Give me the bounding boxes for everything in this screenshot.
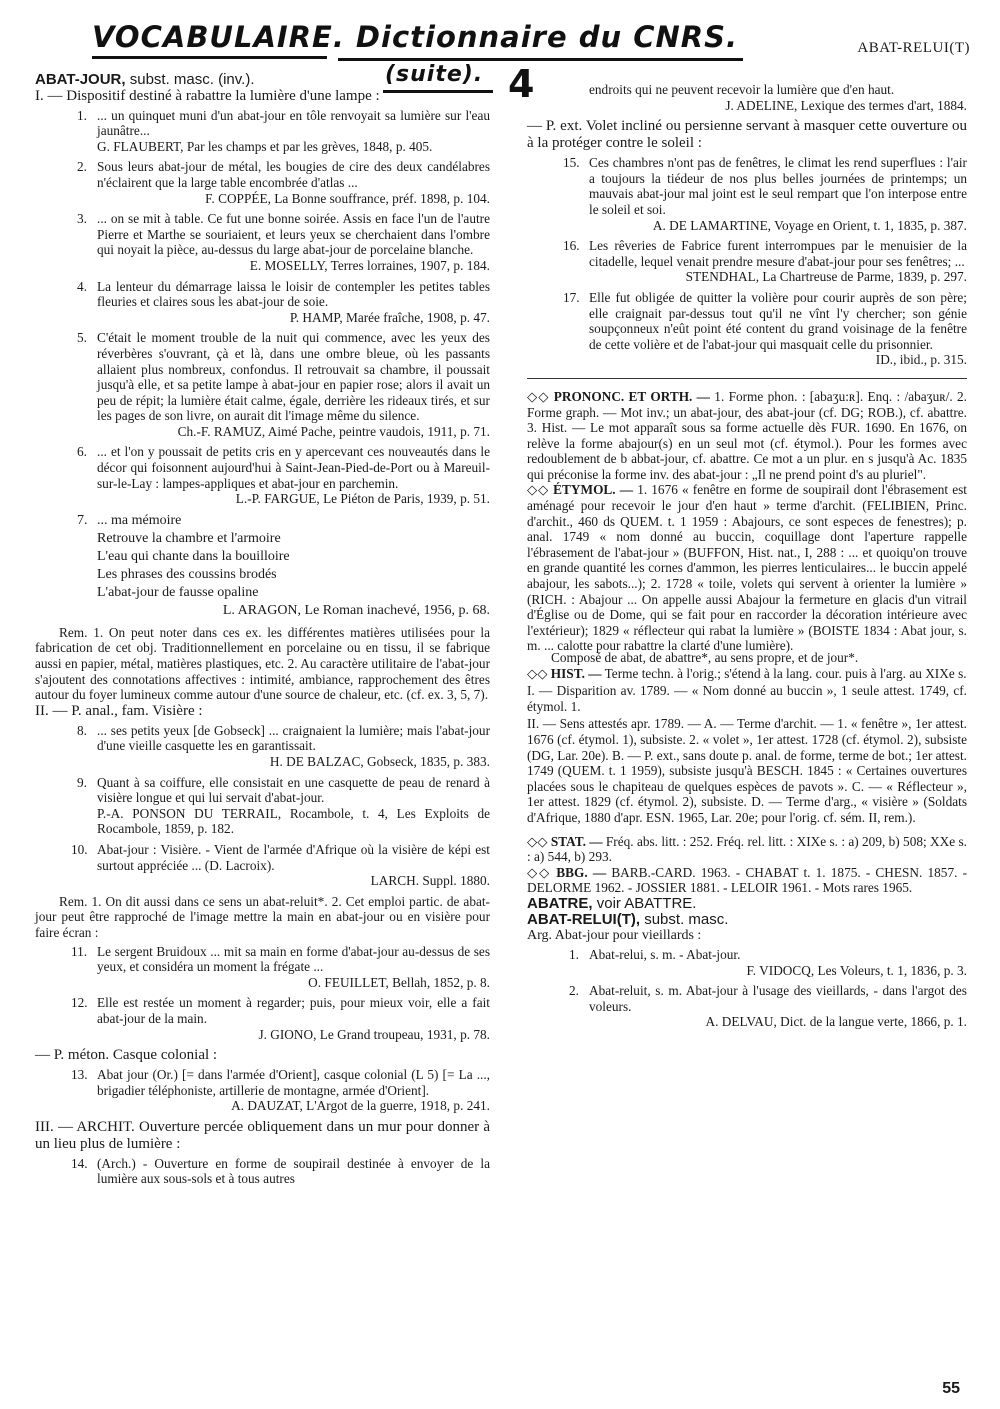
title-underline bbox=[92, 56, 327, 59]
citation-number: 15. bbox=[563, 155, 580, 171]
citation-text: Quant à sa coiffure, elle consistait en une casquette de peau de renard à visière longue et qui lui servait d'abat-jour. bbox=[97, 774, 490, 806]
remark-2: Rem. 1. On dit aussi dans ce sens un abat-reluit*. 2. Cet emploi partic. de abat-jour peut être rapproché de l'image mettre la main en abat-jour ou en visière pour faire écran : bbox=[35, 893, 490, 940]
stat-label: ◇◇ STAT. — bbox=[527, 833, 603, 849]
citation-text: Les rêveries de Fabrice furent interrompues par le menuisier de la citadelle, lequel venait prendre mesure d'abat-jour pour ses fenêtres; ... bbox=[589, 238, 967, 269]
citation-number: 2. bbox=[569, 983, 579, 999]
title-underline-2 bbox=[338, 58, 743, 61]
etymology-text: 1. 1676 « fenêtre en forme de soupirail dont l'ébrasement est aménagé pour recevoir le jour d'en haut » terme d'archit. (FELIBIEN, Princ. d'archit., 460 ds QUEM. t. 1 1959 : Abajours, ce sont especes de fenestres); p. anal. 1749 « nom donné au buccin, coquillage dont l'aperture rappelle l'ébrasement de l'abat-jour » (BUFFON, Hist. nat., I, 288 : ... et quoiqu'on trouve en grande quantité les cornes d'ammon, les pierres lenticulaires... le buccin appelé abajour, les sabots...); 2. 1728 « toile, volets qui servent à orienter la lumière » (RICH. : Abajour ... On appelle aussi Abajour la fermeture en glacis d'un vitrail d'Église ou de Dome, qui se fait pour en raccorder la décoration intérieure avec l'extérieur); 1829 « réflecteur qui rabat la lumière » (BOISTE 1834 : Abat jour, s. m. ... calotte pour rabattre la clarté d'une lumière). bbox=[527, 482, 968, 654]
citation-10 bbox=[35, 842, 490, 889]
citation-source: F. COPPÉE, La Bonne souffrance, préf. 1898, p. 104. bbox=[205, 190, 490, 206]
citation-text: Sous leurs abat-jour de métal, les bougies de cire des deux candélabres n'éclairent que la large table encombrée d'atlas ... bbox=[97, 159, 490, 190]
section-1: I. — Dispositif destiné à rabattre la lumière d'une lampe : bbox=[35, 87, 380, 104]
citation-14 bbox=[35, 1156, 490, 1187]
citation-15 bbox=[527, 155, 967, 233]
history-label: ◇◇ HIST. — bbox=[527, 665, 602, 681]
citation-source: ID., ibid., p. 315. bbox=[875, 352, 967, 368]
citation-source: LARCH. Suppl. 1880. bbox=[370, 873, 490, 889]
citation-source: P. HAMP, Marée fraîche, 1908, p. 47. bbox=[289, 309, 490, 325]
citation-number: 14. bbox=[71, 1155, 88, 1171]
pronunciation-label: ◇◇ PRONONC. ET ORTH. — bbox=[527, 388, 710, 404]
stat-block bbox=[527, 834, 967, 865]
citation-6 bbox=[35, 444, 490, 506]
bibliography-label: ◇◇ BBG. — bbox=[527, 864, 607, 880]
citation-number: 1. bbox=[569, 947, 579, 963]
citation-8 bbox=[35, 723, 490, 770]
etymology-block bbox=[527, 482, 967, 654]
citation-d1 bbox=[527, 947, 967, 978]
verse-line: Les phrases des coussins brodés bbox=[97, 566, 277, 582]
handwritten-page-mark: 4 bbox=[508, 62, 536, 106]
citation-source: E. MOSELLY, Terres lorraines, 1907, p. 184. bbox=[249, 257, 490, 273]
abatre-ref: voir ABATTRE. bbox=[596, 894, 697, 912]
citation-number: 16. bbox=[563, 238, 580, 254]
citation-text: Abat-relui, s. m. - Abat-jour. bbox=[589, 947, 741, 963]
citation-source: STENDHAL, La Chartreuse de Parme, 1839, p. 297. bbox=[685, 269, 967, 285]
citation-text: Le sergent Bruidoux ... mit sa main en forme d'abat-jour au-dessus de ses yeux, et considéra un moment la frégate ... bbox=[97, 943, 490, 975]
citation-source: F. VIDOCQ, Les Voleurs, t. 1, 1836, p. 3. bbox=[746, 962, 967, 978]
history-block bbox=[527, 666, 967, 682]
citation-number: 9. bbox=[77, 774, 87, 790]
right-column bbox=[527, 79, 967, 1035]
citation-number: 2. bbox=[77, 159, 87, 175]
citation-number: 11. bbox=[71, 943, 88, 959]
citation-source: L. ARAGON, Le Roman inachevé, 1956, p. 68. bbox=[222, 602, 490, 618]
citation-13 bbox=[35, 1067, 490, 1114]
section-2: II. — P. anal., fam. Visière : bbox=[35, 702, 203, 719]
citation-number: 6. bbox=[77, 444, 87, 460]
citation-number: 7. bbox=[77, 512, 88, 528]
etymology-composition: Composé de abat, de abattre*, au sens propre, et de jour*. bbox=[551, 650, 859, 665]
citation-number: 1. bbox=[77, 107, 87, 123]
citation-text: Abat-jour : Visière. - Vient de l'armée d'Afrique où la visière de képi est surtout appréciée ... (D. Lacroix). bbox=[97, 841, 490, 873]
remark-1: Rem. 1. On peut noter dans ces ex. les différentes matières utilisées pour la fabrication de cet obj. Traditionnellement en porcelaine ou en tissu, il se fabrique aussi en papier, métal, matières plastiques, etc. 2. Au caractère utilitaire de l'abat-jour s'ajoutent des connotations affectives : intimité, ambiance, rapprochement des êtres autour du foyer lumineux comme autour d'une source de chaleur, etc. (cf. ex. 3, 5, 7). bbox=[35, 624, 490, 703]
citation-text: C'était le moment trouble de la nuit qui commence, avec les yeux des réverbères s'ouvrant, çà et là, dans une ombre bleue, où les passants allaient plus nombreux, confondus. Il retrouvait sa chambre, il poussait jusqu'à elle, et sa petite lampe à abat-jour en papier rose; alors il avait un peu de répit; la lumière était calme, égale, derrière les rideaux tirés, et sur les pages de son livre, on aurait dit l'image même du silence. bbox=[97, 330, 490, 424]
history-i: I. — Disparition av. 1789. — « Nom donné au buccin », 1 seule attest. 1749, cf. étymol. 1. bbox=[527, 683, 967, 714]
citation-text: ... ses petits yeux [de Gobseck] ... craignaient la lumière; mais l'abat-jour d'une vieille casquette les en garantissait. bbox=[97, 722, 490, 754]
handwritten-title: VOCABULAIRE. Dictionnaire du CNRS. bbox=[92, 20, 739, 54]
section-5: — P. ext. Volet incliné ou persienne servant à masquer cette ouverture ou à la protéger contre le soleil : bbox=[527, 118, 967, 152]
citation-source: A. DELVAU, Dict. de la langue verte, 1866, p. 1. bbox=[705, 1014, 967, 1030]
citation-16 bbox=[527, 238, 967, 285]
citation-number: 12. bbox=[71, 995, 88, 1011]
running-head: ABAT-RELUI(T) bbox=[857, 40, 970, 56]
citation-text: Elle fut obligée de quitter la volière pour courir auprès de son père; elle craignait par-dessus tout qu'il ne vînt l'y chercher; son génie soupçonneux n'eût point été content du grand voisinage de la fenêtre de cette volière et de l'abat-jour qui masquait celle du prisonnier. bbox=[589, 289, 967, 352]
left-column bbox=[35, 72, 490, 1192]
citation-text: ... on se mit à table. Ce fut une bonne soirée. Assis en face l'un de l'autre Pierre et Marthe se souriaient, et leurs yeux se cherchaient dans l'ombre qui noyait la pièce, au-dessus du large abat-jour de porcelaine blanche. bbox=[97, 211, 490, 258]
citation-text: La lenteur du démarrage laissa le loisir de contempler les petites tables fleuries et claires sous les abat-jour de soie. bbox=[97, 278, 490, 310]
citation-source: Ch.-F. RAMUZ, Aimé Pache, peintre vaudois, 1911, p. 71. bbox=[177, 423, 490, 439]
verse-line: ... ma mémoire bbox=[97, 512, 182, 528]
handwritten-subtitle: (suite). bbox=[385, 62, 484, 87]
citation-source: A. DE LAMARTINE, Voyage en Orient, t. 1, 1835, p. 387. bbox=[652, 217, 967, 233]
citation-14-cont bbox=[527, 82, 967, 113]
citation-source: P.-A. PONSON DU TERRAIL, Rocambole, t. 4, Les Exploits de Rocambole, 1859, p. 182. bbox=[97, 805, 490, 837]
page-number: 55 bbox=[942, 1380, 960, 1397]
citation-text: ... et l'on y poussait de petits cris en y apercevant ces nouveautés dans le décor qui foisonnent aujourd'hui à Saint-Jean-Pied-de-Port ou à Mareuil-sur-le-Lay : lampes-appliques et abat-jour en parchemin. bbox=[97, 444, 490, 491]
citation-11 bbox=[35, 944, 490, 991]
citation-number: 8. bbox=[77, 722, 87, 738]
citation-7 bbox=[35, 512, 490, 620]
citation-source: L.-P. FARGUE, Le Piéton de Paris, 1939, p. 51. bbox=[235, 491, 490, 507]
citation-text: Abat-reluit, s. m. Abat-jour à l'usage des vieillards, - dans l'argot des voleurs. bbox=[589, 983, 967, 1014]
pronunciation-text: 1. Forme phon. : [abaʒu:ʀ]. Enq. : /abaʒuʀ/. 2. Forme graph. — Mot inv.; un abat-jour, des abat-jour (cf. DG; ROB.), cf. abattre. 3. Hist. — Le mot apparaît sous sa forme actuelle dès FUR. 1690. En 1676, on relève la forme abajour(s) en un seul mot (cf. étymol.). Pour les formes avec redoublement de b abbat-jour, cf. abattre. Ce mot a un plur. en s jusqu'à Ac. 1835 qui préconise la forme inv. des abat-jour : „Il ne prend point d's au pluriel". bbox=[527, 388, 967, 482]
section-3: — P. méton. Casque colonial : bbox=[35, 1047, 218, 1064]
citation-1 bbox=[35, 108, 490, 155]
verse-line: Retrouve la chambre et l'armoire bbox=[97, 530, 281, 546]
citation-5 bbox=[35, 330, 490, 439]
citation-source: A. DAUZAT, L'Argot de la guerre, 1918, p. 241. bbox=[231, 1098, 490, 1114]
citation-text: ... un quinquet muni d'un abat-jour en tôle renvoyait sa lumière sur l'eau jaunâtre... bbox=[97, 107, 490, 139]
citation-number: 5. bbox=[77, 330, 87, 346]
abatre-entry bbox=[527, 896, 967, 912]
citation-12 bbox=[35, 995, 490, 1042]
citation-number: 17. bbox=[563, 289, 580, 305]
citation-source: J. ADELINE, Lexique des termes d'art, 1884. bbox=[725, 97, 967, 113]
bibliography-text: BARB.-CARD. 1963. - CHABAT t. 1. 1875. - CHESN. 1857. - DELORME 1962. - JOSSIER 1881. - LELOIR 1961. - Mots rares 1965. bbox=[527, 864, 968, 896]
citation-4 bbox=[35, 279, 490, 326]
entry-word: ABAT-JOUR, bbox=[35, 71, 126, 88]
citation-2 bbox=[35, 159, 490, 206]
citation-text: Elle est restée un moment à regarder; puis, pour mieux voir, elle a fait abat-jour de la main. bbox=[97, 995, 490, 1026]
citation-d2 bbox=[527, 983, 967, 1030]
verse-line: L'abat-jour de fausse opaline bbox=[97, 584, 259, 600]
verse-line: L'eau qui chante dans la bouilloire bbox=[97, 548, 290, 564]
bibliography-block bbox=[527, 865, 967, 896]
citation-number: 10. bbox=[71, 841, 88, 857]
citation-text: (Arch.) - Ouverture en forme de soupirail destinée à envoyer de la lumière aux sous-sols et à tous autres bbox=[97, 1155, 490, 1187]
entry-gram: subst. masc. (inv.). bbox=[129, 71, 255, 88]
citation-17 bbox=[527, 290, 967, 368]
citation-9 bbox=[35, 775, 490, 837]
citation-source: J. GIONO, Le Grand troupeau, 1931, p. 78. bbox=[258, 1026, 490, 1042]
entry-heading-2 bbox=[527, 912, 967, 928]
abatre-word: ABATRE, bbox=[527, 894, 593, 912]
history-ii: II. — Sens attestés apr. 1789. — A. — Terme d'archit. — 1. « fenêtre », 1er attest. 1676 (cf. étymol. 1), subsiste. 2. « volet », 1er attest. 1728 (cf. étymol. 2), subsiste (DG, Lar. 20e). B. — P. ext., sans doute p. anal. de forme, terme de bot.; 1er attest. 1749 (QUEM. t. 1 1959), subsiste jusqu'à BESCH. 1845 : « Certaines ouvertures placées sous le chapiteau de quelques espèces de pavots ». C. — « Réflecteur », 1er attest. 1829 (cf. étymol. 2), subsiste. D. — Terme d'arg., « visière » (Soldats d'Afrique, 1880 d'apr. ESN. 1965, Lar. 20e; pour l'orig. cf. sém. II, rem.). bbox=[527, 716, 967, 825]
citation-number: 13. bbox=[71, 1067, 88, 1083]
citation-text: Abat jour (Or.) [= dans l'armée d'Orient], casque colonial (L 5) [= La ..., brigadier téléphoniste, artillerie de montagne, armée d'Orient]. bbox=[97, 1067, 490, 1098]
citation-3 bbox=[35, 211, 490, 273]
section-4: III. — ARCHIT. Ouverture percée obliquement dans un mur pour donner à un lieu plus de lumière : bbox=[35, 1118, 490, 1152]
entry2-word: ABAT-RELUI(T), bbox=[527, 910, 641, 928]
pronunciation-block bbox=[527, 389, 967, 483]
citation-source: O. FEUILLET, Bellah, 1852, p. 8. bbox=[308, 974, 490, 990]
citation-text: endroits qui ne peuvent recevoir la lumière que d'en haut. bbox=[589, 82, 895, 97]
citation-number: 3. bbox=[77, 211, 87, 227]
entry2-definition: Arg. Abat-jour pour vieillards : bbox=[527, 928, 702, 944]
citation-source: G. FLAUBERT, Par les champs et par les grèves, 1848, p. 405. bbox=[97, 138, 433, 154]
citation-source: H. DE BALZAC, Gobseck, 1835, p. 383. bbox=[269, 754, 490, 769]
entry-heading bbox=[35, 72, 490, 88]
stat-text: Fréq. abs. litt. : 252. Fréq. rel. litt. : XIXe s. : a) 209, b) 508; XXe s. : a) 544, b) 293. bbox=[527, 833, 967, 865]
citation-text: Ces chambres n'ont pas de fenêtres, le climat les rend superflues : l'air a toujours la tiédeur de nos plus belles journées de printemps; un mauvais abat-jour mal joint est le seul rempart que l'on interpose entre le soleil et soi. bbox=[589, 155, 967, 217]
etymology-label: ◇◇ ÉTYMOL. — bbox=[527, 482, 634, 498]
section-divider bbox=[527, 378, 967, 379]
citation-number: 4. bbox=[77, 278, 87, 294]
history-text: Terme techn. à l'orig.; s'étend à la lang. cour. puis à l'arg. au XIXe s. bbox=[604, 665, 967, 681]
entry2-gram: subst. masc. bbox=[644, 910, 729, 928]
